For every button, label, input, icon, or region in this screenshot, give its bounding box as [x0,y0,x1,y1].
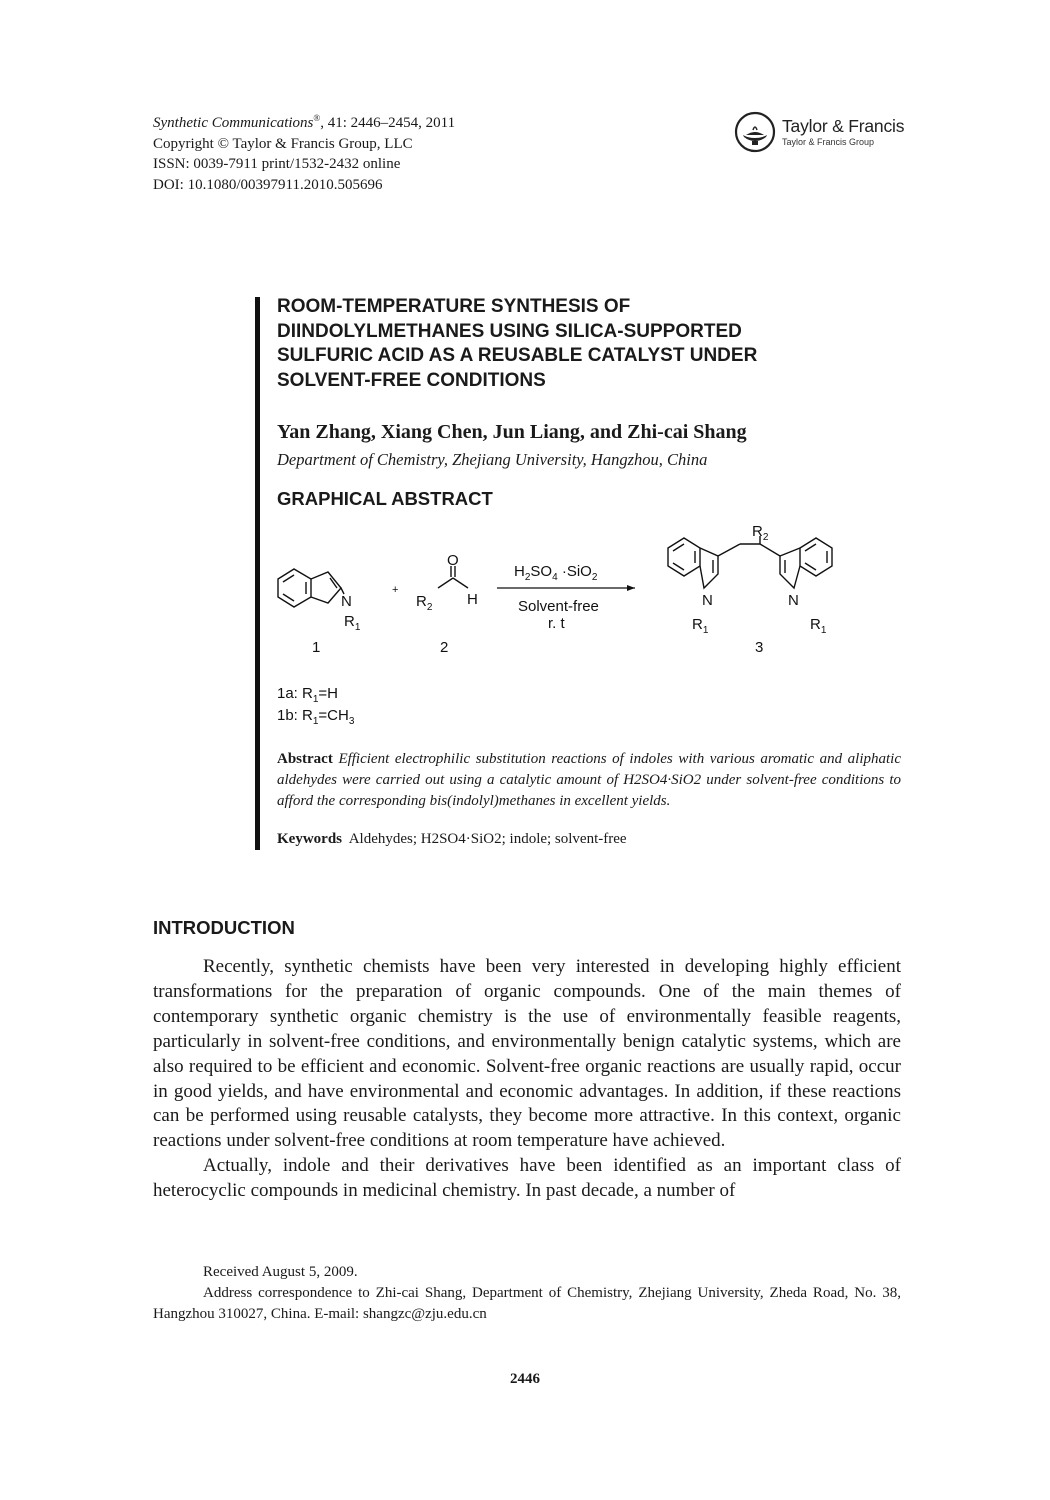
indole-n-label: N [341,593,352,610]
article-title [277,295,917,393]
condition-solvent: Solvent-free [518,598,599,615]
product-r1-left: $R_1$ [692,616,709,636]
issn-line: ISSN: 0039-7911 print/1532-2432 online [153,156,401,172]
footnotes [153,1262,901,1325]
journal-name: Synthetic Communications [153,115,314,131]
aldehyde-r2-label: $R_2$ [416,593,433,613]
variant-a: 1a: $R_1=H$ [277,685,339,705]
aldehyde-h-label: H [467,591,478,608]
correspondence-address: Address correspondence to Zhi-cai Shang, Department of Chemistry, Zhejiang University, Zheda Road, No. 38, Hangzhou 310027, China. E-mail: shangzc@zju.edu.cn [153,1285,901,1322]
publisher-name: Taylor & Francis [782,116,905,136]
title-line: DIINDOLYLMETHANES USING SILICA-SUPPORTED [277,320,742,342]
title-block-bar [255,297,260,850]
received-date: Received August 5, 2009. [203,1264,358,1280]
reaction-scheme [270,526,870,731]
product-r1-right: $R_1$ [810,616,827,636]
graphical-abstract-heading: GRAPHICAL ABSTRACT [277,488,493,509]
abstract-text: Efficient electrophilic substitution reactions of indoles with various aromatic and aliphatic aldehydes were carried out using a catalytic amount of H2SO4·SiO2 under solvent-free conditions to afford the corresponding bis(indolyl)methanes in excellent yields. [277,751,902,809]
paragraph: Recently, synthetic chemists have been very interested in developing highly efficient transformations for the preparation of organic compounds. One of the main themes of contemporary synthetic organic chemistry is the use of environmentally feasible reagents, particularly in solvent-free conditions, and environmentally benign catalytic systems, which are also required to be efficient and economic. Solvent-free organic reactions are usually rapid, occur in good yields, and have environmental and economic advantages. In addition, if these reactions can be performed using reusable catalysts, they become more attractive. In this context, organic reactions under solvent-free conditions at room temperature have achieved. [153,956,901,1152]
aldehyde-o-label: O [447,552,459,569]
abstract [277,749,901,812]
introduction-body [153,955,901,1204]
title-line: ROOM-TEMPERATURE SYNTHESIS OF [277,296,631,317]
product-structure [668,536,832,588]
introduction-heading: INTRODUCTION [153,917,295,938]
condition-temperature: r. t [548,615,565,632]
indole-structure [278,569,344,607]
journal-details: , 41: 2446–2454, 2011 [320,115,456,131]
lamp-icon [734,110,778,154]
product-r2-label: $R_2$ [752,526,769,543]
arrow-head [627,585,635,591]
product-n-right: N [788,592,799,609]
indole-r1-label: $R_1$ [344,613,361,633]
paragraph: Actually, indole and their derivatives have been identified as an important class of heterocyclic compounds in medicinal chemistry. In past decade, a number of [153,1155,901,1202]
catalyst-label: $H_2SO_4 \cdot SiO_2$ [514,563,598,583]
keywords-text: Aldehydes; H2SO4·SiO2; indole; solvent-free [348,831,627,847]
compound-number-2: 2 [440,639,449,656]
journal-header [153,108,455,195]
page-number: 2446 [510,1371,540,1387]
compound-number-3: 3 [755,639,764,656]
doi-line: DOI: 10.1080/00397911.2010.505696 [153,176,383,193]
aldehyde-structure [438,566,468,588]
publisher-group: Taylor & Francis Group [782,137,875,147]
compound-number-1: 1 [312,639,321,656]
keywords-label: Keywords [277,831,342,847]
abstract-label: Abstract [277,751,333,767]
publisher-logo [734,110,924,156]
author-list: Yan Zhang, Xiang Chen, Jun Liang, and Zhi-cai Shang [277,421,747,443]
keywords [277,831,627,848]
journal-citation: Synthetic Communications®, 41: 2446–2454, 2011 [153,113,456,131]
plus-sign: + [392,584,399,596]
copyright-line: Copyright © Taylor & Francis Group, LLC [153,135,413,152]
title-line: SOLVENT-FREE CONDITIONS [277,369,546,391]
affiliation: Department of Chemistry, Zhejiang University, Hangzhou, China [277,450,708,469]
title-line: SULFURIC ACID AS A REUSABLE CATALYST UNDER [277,345,758,366]
variant-b: 1b: $R_1=CH_3$ [277,707,355,727]
product-n-left: N [702,592,713,609]
